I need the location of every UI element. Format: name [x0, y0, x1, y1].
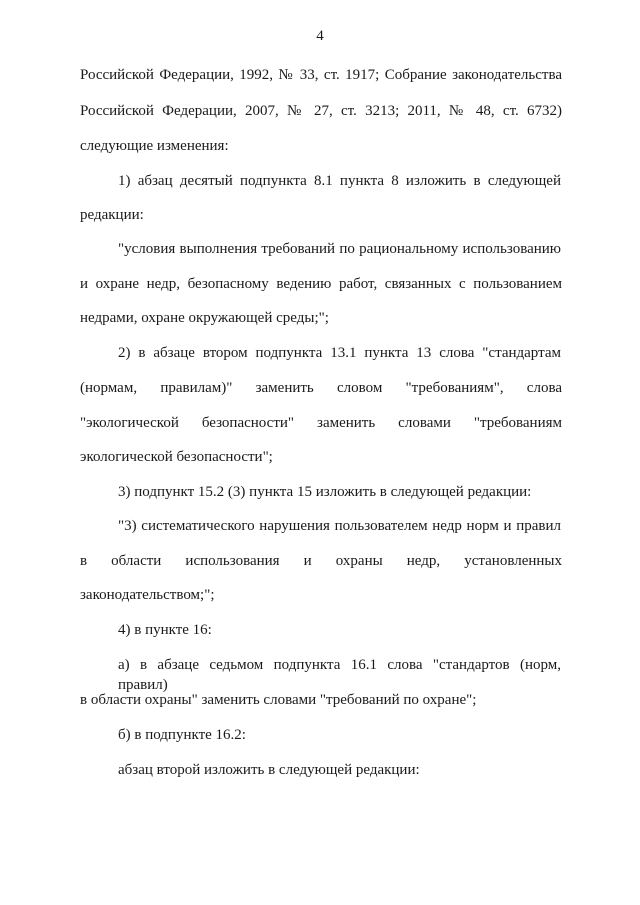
text-line: 2) в абзаце втором подпункта 13.1 пункта 13 слова "стандартам	[118, 345, 561, 361]
text-line: Российской Федерации, 2007, № 27, ст. 3213; 2011, № 48, ст. 6732)	[80, 103, 562, 119]
text-line: абзац второй изложить в следующей редакции:	[118, 762, 420, 778]
text-line: в области охраны" заменить словами "требований по охране";	[80, 692, 477, 708]
text-line: Российской Федерации, 1992, № 33, ст. 1917; Собрание законодательства	[80, 67, 562, 83]
text-line: следующие изменения:	[80, 138, 229, 154]
text-line: а) в абзаце седьмом подпункта 16.1 слова "стандартов (норм, правил)	[118, 657, 561, 693]
text-line: 1) абзац десятый подпункта 8.1 пункта 8 изложить в следующей	[118, 173, 561, 189]
text-line: редакции:	[80, 207, 144, 223]
text-line: недрами, охране окружающей среды;";	[80, 310, 329, 326]
text-line: (нормам, правилам)" заменить словом "требованиям", слова	[80, 380, 562, 396]
text-line: 4) в пункте 16:	[118, 622, 212, 638]
text-line: 3) подпункт 15.2 (3) пункта 15 изложить в следующей редакции:	[118, 484, 532, 500]
text-line: "3) систематического нарушения пользователем недр норм и правил	[118, 518, 561, 534]
text-line: б) в подпункте 16.2:	[118, 727, 246, 743]
text-line: экологической безопасности";	[80, 449, 273, 465]
page-number: 4	[316, 28, 324, 44]
text-line: законодательством;";	[80, 587, 215, 603]
text-line: "условия выполнения требований по рациональному использованию	[118, 241, 561, 257]
text-line: "экологической безопасности" заменить словами "требованиям	[80, 415, 562, 431]
text-line: и охране недр, безопасному ведению работ, связанных с пользованием	[80, 276, 562, 292]
text-line: в области использования и охраны недр, установленных	[80, 553, 562, 569]
